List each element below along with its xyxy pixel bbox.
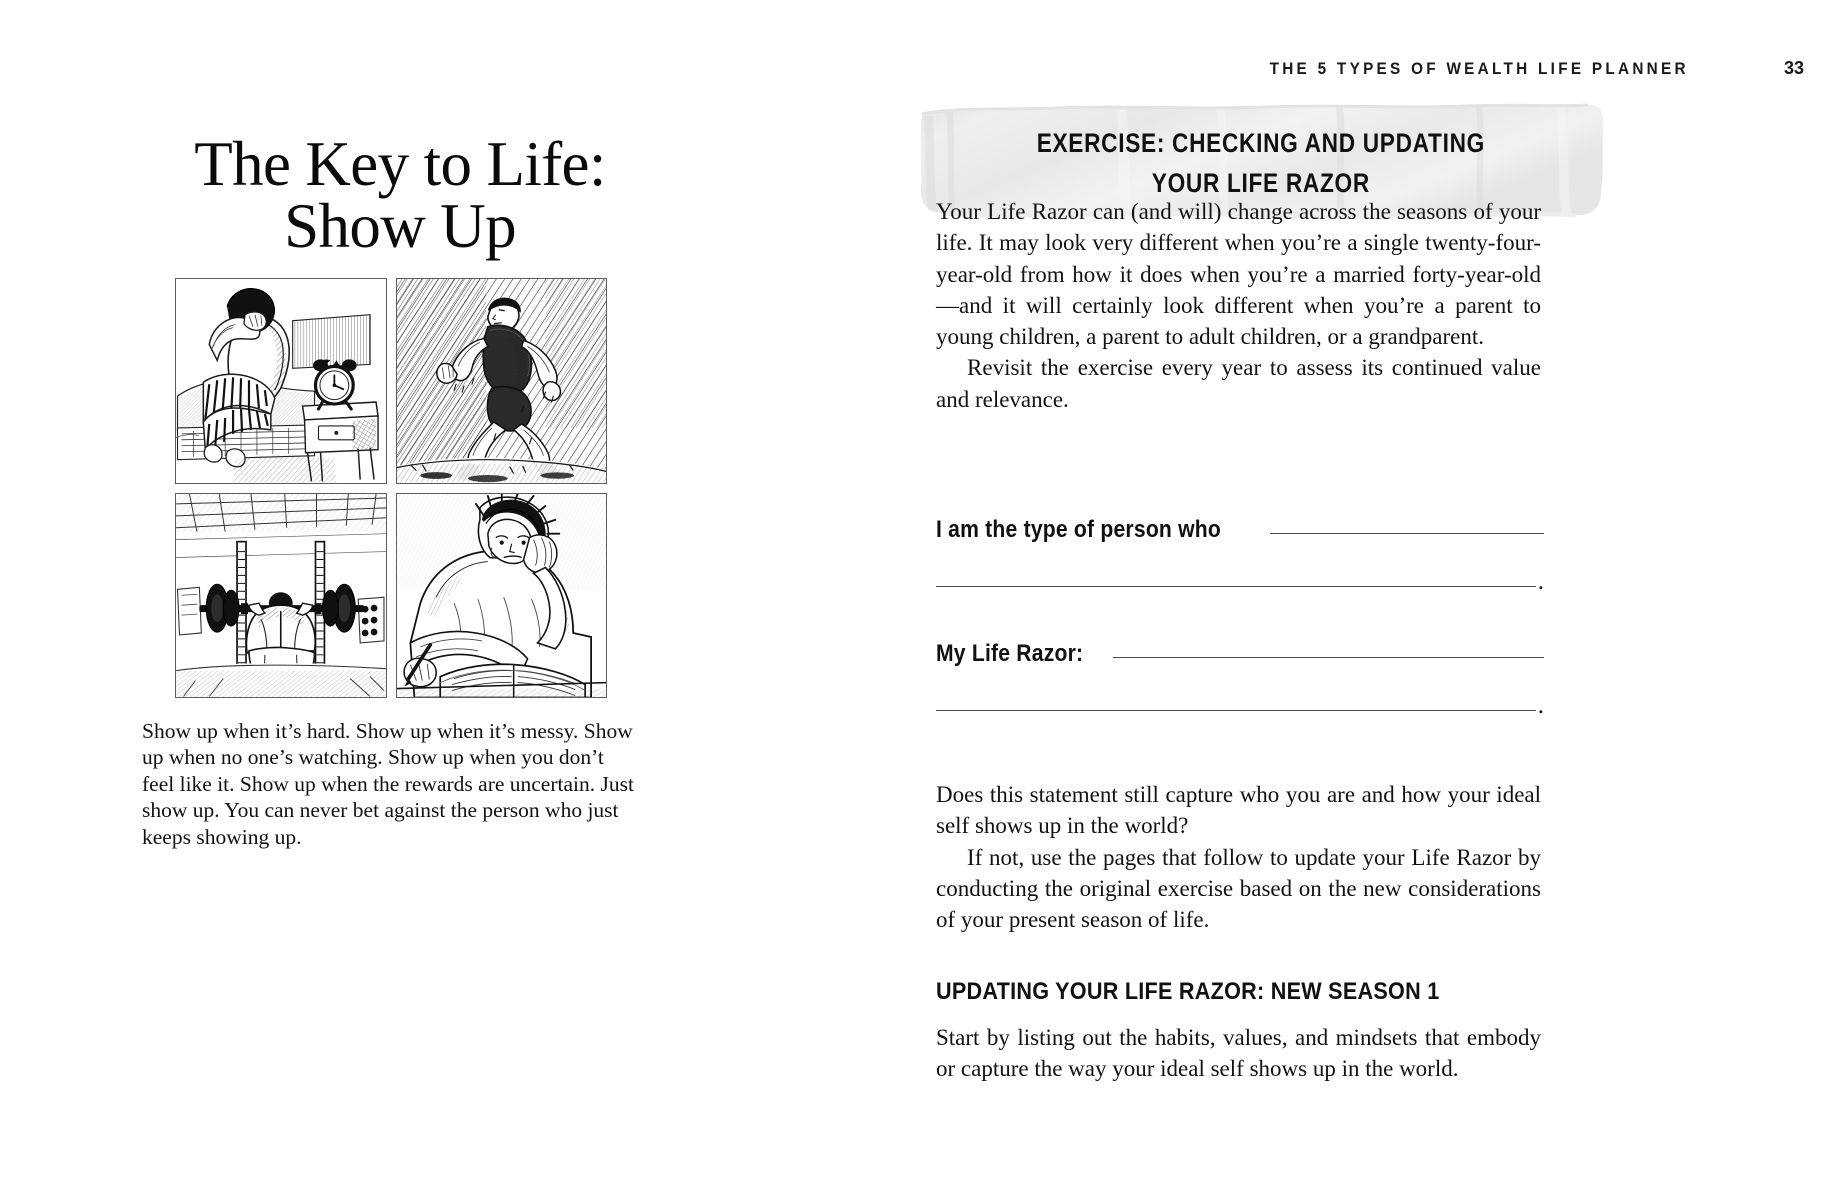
- mid-paragraph-1: Does this statement still capture who you are and how your ideal self shows up in the world?: [936, 782, 1541, 839]
- prompt-2-label: My Life Razor:: [936, 640, 1084, 667]
- mid-paragraph-2: If not, use the pages that follow to update your Life Razor by conducting the original exercise based on the new considerations of your present season of life.: [936, 844, 1541, 933]
- banner-line-2: YOUR LIFE RAZOR: [1151, 167, 1371, 198]
- illustration-grid: [175, 278, 607, 698]
- prompt-2-row-2: .: [936, 707, 1544, 714]
- left-page: [0, 0, 866, 1200]
- intro-paragraph-1: Your Life Razor can (and will) change across the seasons of your life. It may look very different when you’re a single twenty-four-year-old from how it does when you’re a married forty-year-old—and it will certainly look different when you’re a parent to young children, a parent to adult children, or a grandparent.: [936, 199, 1541, 350]
- running-head-title: THE 5 TYPES OF WEALTH LIFE PLANNER: [1269, 59, 1689, 78]
- prompt-1-writing-line-2[interactable]: [936, 586, 1536, 587]
- page-title-line-2: Show Up: [284, 191, 516, 262]
- mid-paragraphs: [936, 779, 1541, 935]
- illustration-panel-man-running-in-rain: [396, 278, 608, 484]
- prompt-i-am-the-type-of-person-who: [936, 516, 1544, 595]
- illustration-panel-man-studying-at-desk-with-book: [396, 493, 608, 699]
- page-title: [135, 129, 665, 262]
- illustration-caption: Show up when it’s hard. Show up when it’s messy. Show up when no one’s watching. Show up when you don’t feel like it. Show up when the rewards are uncertain. Just show up. You can never bet against the person who just keeps showing up.: [142, 719, 634, 849]
- illustration-panel-man-sitting-on-bed-with-alarm-clock: [175, 278, 387, 484]
- page-number: 33: [1783, 58, 1804, 78]
- prompt-1-label: I am the type of person who: [936, 516, 1221, 543]
- right-page-content: [906, 0, 1838, 1200]
- running-head: [936, 58, 1804, 79]
- left-page-content: [140, 0, 660, 1200]
- closing-paragraph-block: [936, 1022, 1541, 1085]
- section-subhead: UPDATING YOUR LIFE RAZOR: NEW SEASON 1: [936, 978, 1440, 1005]
- prompt-1-row-2: .: [936, 583, 1544, 590]
- prompt-2-row-1: [936, 640, 1544, 668]
- right-page: [906, 0, 1838, 1200]
- page-title-line-1: The Key to Life:: [194, 129, 606, 199]
- prompt-1-row-1: [936, 516, 1544, 544]
- page-gutter: [866, 0, 906, 1200]
- prompt-my-life-razor: [936, 640, 1544, 719]
- banner-line-1: EXERCISE: CHECKING AND UPDATING: [1036, 127, 1486, 158]
- prompt-1-writing-line-1[interactable]: [1270, 533, 1544, 534]
- intro-paragraph-2: Revisit the exercise every year to assess its continued value and relevance.: [936, 355, 1541, 412]
- closing-paragraph: Start by listing out the habits, values, and mindsets that embody or capture the way your ideal self shows up in the world.: [936, 1025, 1541, 1082]
- illustration-panel-man-squatting-barbell-in-gym: [175, 493, 387, 699]
- intro-paragraphs: [936, 196, 1541, 415]
- prompt-2-writing-line-1[interactable]: [1113, 657, 1544, 658]
- prompt-2-writing-line-2[interactable]: [936, 710, 1536, 711]
